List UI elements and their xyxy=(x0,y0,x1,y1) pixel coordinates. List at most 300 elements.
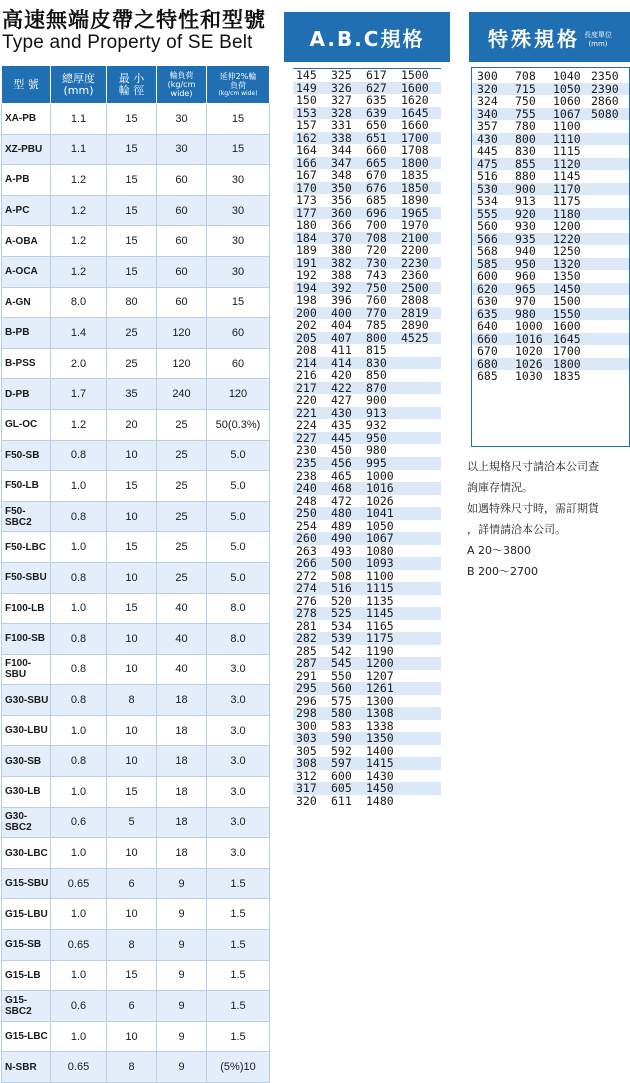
size-value: 427 xyxy=(331,393,352,408)
list-item xyxy=(293,119,441,132)
cell-load: 60 xyxy=(157,226,207,257)
size-value: 568 xyxy=(477,244,498,259)
size-value: 870 xyxy=(366,380,387,395)
size-value: 597 xyxy=(331,756,352,771)
size-value: 184 xyxy=(296,230,317,245)
list-item xyxy=(293,657,441,670)
size-value: 214 xyxy=(296,355,317,370)
size-value: 950 xyxy=(366,430,387,445)
cell-thickness: 0.8 xyxy=(51,654,107,685)
size-value: 2819 xyxy=(401,305,429,320)
size-value: 1080 xyxy=(366,543,394,558)
table-row xyxy=(2,318,270,349)
size-value: 980 xyxy=(366,443,387,458)
cell-load: 9 xyxy=(157,868,207,899)
abc-spec-header: A.B.C規格 xyxy=(284,12,450,62)
table-row xyxy=(2,807,270,838)
size-value: 1093 xyxy=(366,556,394,571)
cell-elongation: 5.0 xyxy=(207,471,270,502)
table-row xyxy=(2,287,270,318)
table-row xyxy=(2,1052,270,1083)
size-value xyxy=(401,595,436,608)
cell-thickness: 0.6 xyxy=(51,991,107,1022)
table-row xyxy=(2,960,270,991)
size-value: 580 xyxy=(331,706,352,721)
size-value: 1180 xyxy=(553,206,581,221)
cell-load: 9 xyxy=(157,930,207,961)
cell-min-pulley: 10 xyxy=(107,1021,157,1052)
size-value: 370 xyxy=(331,230,352,245)
size-value: 224 xyxy=(296,418,317,433)
table-row xyxy=(2,868,270,899)
size-value xyxy=(591,208,629,221)
size-value: 1320 xyxy=(553,256,581,271)
size-value: 1170 xyxy=(553,181,581,196)
size-value: 676 xyxy=(366,180,387,195)
table-row xyxy=(2,654,270,685)
size-value: 1000 xyxy=(515,319,543,334)
size-value: 344 xyxy=(331,143,352,158)
cell-elongation: 5.0 xyxy=(207,562,270,593)
header-elongation-line1: 延伸2%輪 xyxy=(219,71,257,81)
cell-load: 18 xyxy=(157,807,207,838)
cell-elongation: 8.0 xyxy=(207,624,270,655)
size-value: 780 xyxy=(515,119,536,134)
table-row xyxy=(2,562,270,593)
size-value: 347 xyxy=(331,155,352,170)
cell-min-pulley: 10 xyxy=(107,562,157,593)
size-value: 173 xyxy=(296,193,317,208)
note-line: 詢庫存情況。 xyxy=(467,481,533,494)
size-value: 1030 xyxy=(515,369,543,384)
size-value xyxy=(401,444,436,457)
cell-load: 9 xyxy=(157,1052,207,1083)
size-value: 326 xyxy=(331,80,352,95)
size-value xyxy=(401,457,436,470)
size-value: 995 xyxy=(366,455,387,470)
size-value: 1261 xyxy=(366,681,394,696)
list-item xyxy=(293,457,441,470)
size-value: 534 xyxy=(477,194,498,209)
cell-load: 9 xyxy=(157,960,207,991)
size-value: 150 xyxy=(296,93,317,108)
size-value: 800 xyxy=(515,131,536,146)
size-value: 308 xyxy=(296,756,317,771)
size-value: 396 xyxy=(331,293,352,308)
cell-min-pulley: 15 xyxy=(107,165,157,196)
size-value: 166 xyxy=(296,155,317,170)
size-value xyxy=(401,682,436,695)
size-value: 317 xyxy=(296,781,317,796)
cell-model: A-OCA xyxy=(2,256,51,287)
cell-model: F100-SB xyxy=(2,624,51,655)
size-value: 472 xyxy=(331,493,352,508)
size-value: 1800 xyxy=(401,155,429,170)
cell-model: G15-SBC2 xyxy=(2,991,51,1022)
note-range-a: A 20～3800 xyxy=(467,544,532,557)
belt-property-rows xyxy=(2,104,270,1083)
list-item xyxy=(293,682,441,695)
cell-load: 9 xyxy=(157,991,207,1022)
size-value: 248 xyxy=(296,493,317,508)
size-value: 665 xyxy=(366,155,387,170)
size-value: 357 xyxy=(477,119,498,134)
size-value: 1338 xyxy=(366,718,394,733)
size-value: 1835 xyxy=(401,168,429,183)
size-value: 770 xyxy=(366,305,387,320)
cell-model: G30-SBC2 xyxy=(2,807,51,838)
cell-model: F50-SB xyxy=(2,440,51,471)
size-value: 970 xyxy=(515,294,536,309)
size-value: 1308 xyxy=(366,706,394,721)
size-value: 430 xyxy=(477,131,498,146)
cell-load: 18 xyxy=(157,715,207,746)
cell-model: G15-LB xyxy=(2,960,51,991)
cell-elongation: 1.5 xyxy=(207,930,270,961)
cell-model: G15-SB xyxy=(2,930,51,961)
size-value xyxy=(591,333,629,346)
size-value xyxy=(591,133,629,146)
cell-thickness: 1.0 xyxy=(51,593,107,624)
size-value: 282 xyxy=(296,631,317,646)
cell-model: XZ-PBU xyxy=(2,134,51,165)
size-value xyxy=(591,220,629,233)
table-row xyxy=(2,134,270,165)
size-value: 348 xyxy=(331,168,352,183)
size-value: 566 xyxy=(477,231,498,246)
size-value xyxy=(591,183,629,196)
size-value: 525 xyxy=(331,606,352,621)
length-unit-line2: (mm) xyxy=(588,40,608,48)
cell-model: F100-LB xyxy=(2,593,51,624)
list-item xyxy=(293,219,441,232)
size-value: 750 xyxy=(366,280,387,295)
cell-thickness: 1.0 xyxy=(51,838,107,869)
size-value: 157 xyxy=(296,118,317,133)
cell-min-pulley: 15 xyxy=(107,226,157,257)
size-value: 660 xyxy=(477,331,498,346)
header-load xyxy=(157,66,207,104)
size-value: 1970 xyxy=(401,218,429,233)
size-value: 205 xyxy=(296,330,317,345)
size-value xyxy=(401,582,436,595)
size-value: 1190 xyxy=(366,643,394,658)
header-thickness-unit: (mm) xyxy=(63,83,94,97)
size-value: 404 xyxy=(331,318,352,333)
header-min-pulley-line2: 輪 徑 xyxy=(118,83,145,97)
cell-min-pulley: 8 xyxy=(107,930,157,961)
size-value xyxy=(401,782,436,795)
cell-model: F50-SBC2 xyxy=(2,501,51,532)
cell-min-pulley: 10 xyxy=(107,624,157,655)
size-value: 445 xyxy=(331,430,352,445)
size-value: 4525 xyxy=(401,330,429,345)
cell-model: B-PSS xyxy=(2,348,51,379)
size-value: 189 xyxy=(296,243,317,258)
cell-elongation: 1.5 xyxy=(207,1021,270,1052)
size-value: 500 xyxy=(331,556,352,571)
cell-model: G15-SBU xyxy=(2,868,51,899)
cell-model: A-PC xyxy=(2,195,51,226)
size-value: 1200 xyxy=(366,656,394,671)
size-value xyxy=(401,557,436,570)
table-row xyxy=(2,348,270,379)
cell-thickness: 1.4 xyxy=(51,318,107,349)
size-value: 1835 xyxy=(553,369,581,384)
size-value: 900 xyxy=(366,393,387,408)
size-value: 1450 xyxy=(366,781,394,796)
cell-load: 18 xyxy=(157,838,207,869)
size-value xyxy=(401,745,436,758)
cell-thickness: 0.65 xyxy=(51,868,107,899)
cell-min-pulley: 6 xyxy=(107,868,157,899)
size-value: 480 xyxy=(331,506,352,521)
table-row xyxy=(2,1021,270,1052)
size-value: 276 xyxy=(296,593,317,608)
size-value: 177 xyxy=(296,205,317,220)
size-value: 414 xyxy=(331,355,352,370)
size-value: 1660 xyxy=(401,118,429,133)
size-value: 216 xyxy=(296,368,317,383)
size-value: 2350 xyxy=(591,69,619,83)
size-value: 1550 xyxy=(553,306,581,321)
list-item xyxy=(472,270,629,283)
size-value: 430 xyxy=(331,405,352,420)
size-value: 1645 xyxy=(401,105,429,120)
size-value: 456 xyxy=(331,455,352,470)
size-value: 312 xyxy=(296,768,317,783)
size-value: 300 xyxy=(296,718,317,733)
list-item xyxy=(472,95,629,108)
size-value: 238 xyxy=(296,468,317,483)
size-value: 1700 xyxy=(401,130,429,145)
size-value: 930 xyxy=(515,219,536,234)
table-row xyxy=(2,409,270,440)
cell-model: XA-PB xyxy=(2,104,51,135)
size-value: 627 xyxy=(366,80,387,95)
size-value: 380 xyxy=(331,243,352,258)
size-value: 1115 xyxy=(366,581,394,596)
list-item xyxy=(293,144,441,157)
cell-model: G30-LBC xyxy=(2,838,51,869)
header-min-pulley-line1: 最 小 xyxy=(118,71,145,85)
cell-thickness: 0.8 xyxy=(51,562,107,593)
cell-model: GL-OC xyxy=(2,409,51,440)
size-value: 493 xyxy=(331,543,352,558)
cell-elongation: 30 xyxy=(207,165,270,196)
list-item xyxy=(293,69,441,82)
size-value: 300 xyxy=(477,69,498,83)
header-thickness xyxy=(51,66,107,104)
size-value xyxy=(591,233,629,246)
size-value: 266 xyxy=(296,556,317,571)
size-value: 1400 xyxy=(366,743,394,758)
header-load-line1: 輪負荷 xyxy=(169,71,194,80)
size-value: 1965 xyxy=(401,205,429,220)
cell-thickness: 0.8 xyxy=(51,440,107,471)
size-value: 366 xyxy=(331,218,352,233)
size-value: 1100 xyxy=(553,119,581,134)
size-value: 5080 xyxy=(591,106,619,121)
size-value xyxy=(401,645,436,658)
list-item xyxy=(293,344,441,357)
cell-load: 25 xyxy=(157,409,207,440)
size-value: 516 xyxy=(477,169,498,184)
size-value: 2200 xyxy=(401,243,429,258)
cell-min-pulley: 15 xyxy=(107,134,157,165)
cell-thickness: 0.8 xyxy=(51,624,107,655)
cell-elongation: 60 xyxy=(207,348,270,379)
size-value: 1220 xyxy=(553,231,581,246)
size-value: 490 xyxy=(331,531,352,546)
size-value: 545 xyxy=(331,656,352,671)
size-value: 356 xyxy=(331,193,352,208)
cell-elongation: 15 xyxy=(207,287,270,318)
cell-thickness: 1.2 xyxy=(51,409,107,440)
size-value: 1050 xyxy=(366,518,394,533)
cell-thickness: 1.2 xyxy=(51,226,107,257)
cell-elongation: 3.0 xyxy=(207,807,270,838)
size-value: 670 xyxy=(477,344,498,359)
size-value xyxy=(401,470,436,483)
cell-elongation: 1.5 xyxy=(207,960,270,991)
size-value: 254 xyxy=(296,518,317,533)
cell-load: 60 xyxy=(157,165,207,196)
list-item xyxy=(472,320,629,333)
table-row xyxy=(2,991,270,1022)
cell-thickness: 1.2 xyxy=(51,195,107,226)
list-item xyxy=(293,607,441,620)
size-value: 592 xyxy=(331,743,352,758)
size-value: 340 xyxy=(477,106,498,121)
size-value xyxy=(591,320,629,333)
cell-model: A-OBA xyxy=(2,226,51,257)
abc-spec-list xyxy=(293,68,441,931)
size-value: 542 xyxy=(331,643,352,658)
special-spec-list xyxy=(471,67,630,447)
size-value: 1020 xyxy=(515,344,543,359)
cell-elongation: 1.5 xyxy=(207,899,270,930)
list-item xyxy=(293,707,441,720)
size-value: 635 xyxy=(477,306,498,321)
cell-elongation: 50(0.3%) xyxy=(207,409,270,440)
list-item xyxy=(472,145,629,158)
size-value: 1250 xyxy=(553,244,581,259)
size-value: 1115 xyxy=(553,144,581,159)
size-value: 2860 xyxy=(591,94,619,109)
cell-load: 60 xyxy=(157,287,207,318)
size-value: 1016 xyxy=(515,331,543,346)
size-value xyxy=(401,620,436,633)
cell-thickness: 1.0 xyxy=(51,1021,107,1052)
cell-elongation: 3.0 xyxy=(207,654,270,685)
size-value: 331 xyxy=(331,118,352,133)
cell-elongation: 120 xyxy=(207,379,270,410)
list-item xyxy=(293,194,441,207)
size-value: 1026 xyxy=(515,356,543,371)
size-value: 263 xyxy=(296,543,317,558)
size-value xyxy=(401,720,436,733)
size-value: 191 xyxy=(296,255,317,270)
cell-load: 25 xyxy=(157,562,207,593)
size-value: 640 xyxy=(477,319,498,334)
size-value: 685 xyxy=(477,369,498,384)
table-row xyxy=(2,440,270,471)
cell-elongation: 30 xyxy=(207,226,270,257)
cell-thickness: 1.7 xyxy=(51,379,107,410)
size-value xyxy=(401,520,436,533)
size-value xyxy=(591,158,629,171)
size-value xyxy=(401,532,436,545)
size-value xyxy=(401,757,436,770)
size-value: 208 xyxy=(296,343,317,358)
cell-elongation: 1.5 xyxy=(207,868,270,899)
list-item xyxy=(472,120,629,133)
size-value: 170 xyxy=(296,180,317,195)
size-value: 180 xyxy=(296,218,317,233)
size-value: 167 xyxy=(296,168,317,183)
cell-load: 30 xyxy=(157,104,207,135)
cell-thickness: 0.8 xyxy=(51,746,107,777)
cell-elongation: 5.0 xyxy=(207,501,270,532)
size-value: 755 xyxy=(515,106,536,121)
cell-min-pulley: 25 xyxy=(107,318,157,349)
size-value xyxy=(401,695,436,708)
size-value: 272 xyxy=(296,568,317,583)
table-row xyxy=(2,104,270,135)
size-value: 760 xyxy=(366,293,387,308)
size-value: 296 xyxy=(296,693,317,708)
size-value: 1165 xyxy=(366,618,394,633)
length-unit-line1: 長度單位 xyxy=(584,31,612,39)
size-value: 1067 xyxy=(366,531,394,546)
list-item xyxy=(472,195,629,208)
table-row xyxy=(2,899,270,930)
size-value xyxy=(591,283,629,296)
size-value: 913 xyxy=(366,405,387,420)
size-value: 600 xyxy=(477,269,498,284)
size-value: 217 xyxy=(296,380,317,395)
cell-min-pulley: 80 xyxy=(107,287,157,318)
cell-load: 120 xyxy=(157,348,207,379)
cell-elongation: 3.0 xyxy=(207,715,270,746)
size-value: 1350 xyxy=(366,731,394,746)
size-value xyxy=(401,795,436,808)
list-item xyxy=(472,295,629,308)
cell-min-pulley: 20 xyxy=(107,409,157,440)
list-item xyxy=(293,294,441,307)
special-spec-title: 特殊規格 xyxy=(488,26,580,51)
size-value: 1700 xyxy=(553,344,581,359)
size-value: 555 xyxy=(477,206,498,221)
list-item xyxy=(293,582,441,595)
cell-load: 40 xyxy=(157,654,207,685)
table-row xyxy=(2,226,270,257)
title-english: Type and Property of SE Belt xyxy=(2,32,253,53)
size-value: 320 xyxy=(296,793,317,808)
size-value: 411 xyxy=(331,343,352,358)
list-item xyxy=(293,757,441,770)
size-value: 1620 xyxy=(401,93,429,108)
size-value: 281 xyxy=(296,618,317,633)
size-value: 407 xyxy=(331,330,352,345)
cell-model: N-SBR xyxy=(2,1052,51,1083)
cell-load: 9 xyxy=(157,1021,207,1052)
size-value: 445 xyxy=(477,144,498,159)
size-value xyxy=(591,295,629,308)
cell-elongation: 5.0 xyxy=(207,532,270,563)
cell-min-pulley: 15 xyxy=(107,593,157,624)
